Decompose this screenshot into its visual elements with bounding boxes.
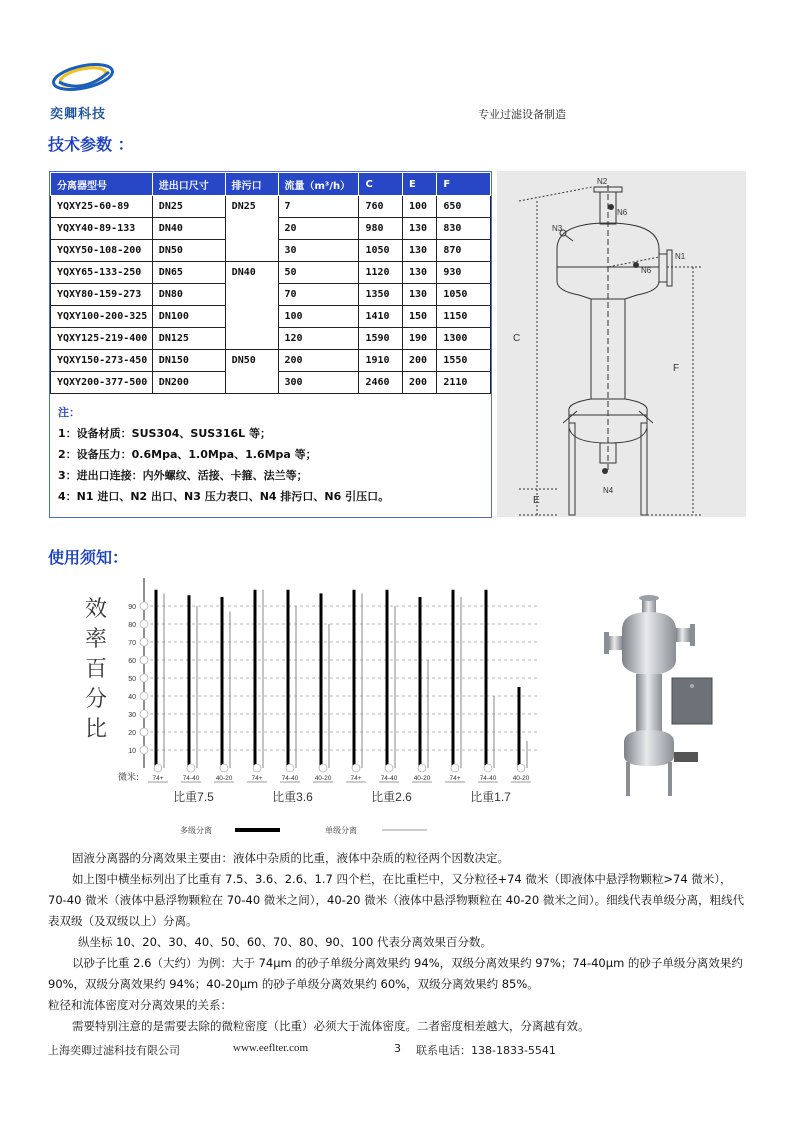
spec-cell: 2110 <box>437 372 491 394</box>
footer-page-number: 3 <box>394 1042 401 1055</box>
spec-cell: 200 <box>278 350 359 372</box>
spec-cell: YQXY200-377-500 <box>51 372 153 394</box>
x-category-label: 74+ <box>152 775 164 782</box>
label-n3: N3 <box>552 224 563 233</box>
spec-cell: 70 <box>278 284 359 306</box>
spec-cell: 130 <box>402 284 436 306</box>
spec-cell: YQXY65-133-250 <box>51 262 153 284</box>
spec-cell: 50 <box>278 262 359 284</box>
logo-text: 奕卿科技 <box>50 107 107 122</box>
x-category-label: 40-20 <box>512 775 530 782</box>
spec-cell <box>225 284 278 306</box>
spec-cell: 130 <box>402 262 436 284</box>
spec-cell: DN125 <box>152 328 225 350</box>
label-e: E <box>533 495 540 506</box>
spec-cell: 1150 <box>437 306 491 328</box>
y-axis-label-char: 百 <box>84 657 108 682</box>
spec-cell: 20 <box>278 218 359 240</box>
spec-cell: 980 <box>359 218 402 240</box>
spec-cell: YQXY80-159-273 <box>51 284 153 306</box>
spec-cell: 120 <box>278 328 359 350</box>
spec-cell: 1550 <box>437 350 491 372</box>
spec-cell: 200 <box>402 350 436 372</box>
base-marker <box>451 764 459 772</box>
y-tick-label: 10 <box>128 748 136 755</box>
tick-marker <box>140 728 148 736</box>
x-category-label: 74-40 <box>380 775 398 782</box>
x-category-label: 74+ <box>449 775 461 782</box>
base-marker <box>352 764 360 772</box>
spec-header-cell: 分离器型号 <box>51 173 153 196</box>
x-group-label: 比重1.7 <box>470 790 511 804</box>
spec-cell: 1050 <box>359 240 402 262</box>
spec-cell: DN40 <box>152 218 225 240</box>
spec-header-cell: 排污口 <box>225 173 278 196</box>
spec-cell <box>225 218 278 240</box>
label-n6-side: N6 <box>641 266 652 275</box>
spec-table-box <box>49 171 492 518</box>
note-item: 2：设备压力：0.6Mpa、1.0Mpa、1.6Mpa 等； <box>58 448 317 461</box>
tick-marker <box>140 638 148 646</box>
x-category-label: 40-20 <box>413 775 431 782</box>
note-item: 1：设备材质：SUS304、SUS316L 等； <box>58 427 271 440</box>
x-category-label: 40-20 <box>215 775 233 782</box>
spec-cell: DN80 <box>152 284 225 306</box>
spec-cell: DN25 <box>225 196 278 218</box>
base-marker <box>187 764 195 772</box>
y-tick-label: 60 <box>128 658 136 665</box>
base-marker <box>484 764 492 772</box>
spec-cell: DN50 <box>152 240 225 262</box>
spec-cell: 130 <box>402 218 436 240</box>
spec-header-cell: 流量（m³/h） <box>278 173 359 196</box>
spec-cell: YQXY100-200-325 <box>51 306 153 328</box>
tick-marker <box>140 692 148 700</box>
tick-marker <box>140 656 148 664</box>
footer-contact: 联系电话：138-1833-5541 <box>416 1044 556 1057</box>
y-tick-label: 40 <box>128 694 136 701</box>
spec-cell: YQXY50-108-200 <box>51 240 153 262</box>
legend-single-label: 单级分离 <box>325 826 357 835</box>
spec-cell: DN40 <box>225 262 278 284</box>
x-axis-prefix: 微米: <box>118 773 140 783</box>
spec-cell: 100 <box>402 196 436 218</box>
spec-cell: DN200 <box>152 372 225 394</box>
spec-table <box>50 172 491 394</box>
spec-cell: 7 <box>278 196 359 218</box>
spec-header-cell: C <box>359 173 402 196</box>
spec-cell: 650 <box>437 196 491 218</box>
spec-cell: 1410 <box>359 306 402 328</box>
y-tick-label: 20 <box>128 730 136 737</box>
spec-cell: 1590 <box>359 328 402 350</box>
x-category-label: 74-40 <box>479 775 497 782</box>
base-marker <box>418 764 426 772</box>
label-f: F <box>673 363 680 374</box>
y-axis-label-char: 比 <box>84 717 108 742</box>
paragraph: 纵坐标 10、20、30、40、50、60、70、80、90、100 代表分离效果百分数。 <box>78 935 492 949</box>
notes-heading: 注： <box>58 406 80 419</box>
notes <box>58 402 389 507</box>
label-c: C <box>513 333 521 344</box>
spec-cell: 200 <box>402 372 436 394</box>
spec-cell: 1350 <box>359 284 402 306</box>
x-category-label: 74+ <box>350 775 362 782</box>
y-tick-label: 90 <box>128 604 136 611</box>
spec-cell: YQXY150-273-450 <box>51 350 153 372</box>
efficiency-chart <box>80 578 560 818</box>
spec-cell <box>225 240 278 262</box>
spec-cell: 830 <box>437 218 491 240</box>
spec-cell: DN100 <box>152 306 225 328</box>
y-tick-label: 70 <box>128 640 136 647</box>
tick-marker <box>140 674 148 682</box>
base-marker <box>517 764 525 772</box>
x-category-label: 40-20 <box>314 775 332 782</box>
spec-cell: DN65 <box>152 262 225 284</box>
x-group-label: 比重7.5 <box>173 790 214 804</box>
x-group-label: 比重2.6 <box>371 790 412 804</box>
paragraph: 以砂子比重 2.6（大约）为例：大于 74μm 的砂子单级分离效果约 94%，双级分离效果约 97%；74-40μm 的砂子单级分离效果约 90%，双级分离效果约 94%；40-20μm 的砂子单级分离效果约 60%，双级分离效果约 85%。 <box>48 956 743 991</box>
table-row <box>51 240 491 262</box>
paragraph: 如上图中横坐标列出了比重有 7.5、3.6、2.6、1.7 四个栏，在比重栏中，又分粒径+74 微米（即液体中悬浮物颗粒>74 微米），70-40 微米（液体中悬浮物颗粒在 70-40 微米之间），40-20 微米（液体中悬浮物颗粒在 40-20 微米之间）。细线代表单级分离，粗线代表双级（及双级以上）分离。 <box>48 872 745 928</box>
note-item: 4：N1 进口、N2 出口、N3 压力表口、N4 排污口、N6 引压口。 <box>58 490 390 503</box>
spec-cell: YQXY40-89-133 <box>51 218 153 240</box>
table-row <box>51 372 491 394</box>
spec-cell: 190 <box>402 328 436 350</box>
y-axis-label-char: 效 <box>84 597 108 622</box>
chart-legend <box>180 824 430 838</box>
section-title-usage: 使用须知： <box>48 548 129 567</box>
footer-website: www.eeflter.com <box>233 1042 309 1054</box>
tick-marker <box>140 620 148 628</box>
spec-header-cell: E <box>402 173 436 196</box>
spec-cell: 1050 <box>437 284 491 306</box>
spec-cell <box>225 372 278 394</box>
y-tick-label: 80 <box>128 622 136 629</box>
label-n6-top: N6 <box>617 208 628 217</box>
base-marker <box>319 764 327 772</box>
table-row <box>51 196 491 218</box>
spec-cell <box>225 328 278 350</box>
footer-company: 上海奕卿过滤科技有限公司 <box>48 1044 180 1057</box>
y-axis-label-char: 率 <box>84 627 108 652</box>
label-n2: N2 <box>597 177 608 186</box>
spec-cell: YQXY25-60-89 <box>51 196 153 218</box>
tick-marker <box>140 746 148 754</box>
tagline: 专业过滤设备制造 <box>478 108 566 121</box>
spec-cell: 1300 <box>437 328 491 350</box>
separator-schematic <box>497 171 746 517</box>
spec-cell: 150 <box>402 306 436 328</box>
base-marker <box>220 764 228 772</box>
spec-cell: YQXY125-219-400 <box>51 328 153 350</box>
legend-multi-label: 多级分离 <box>180 826 212 835</box>
section-title-tech-params: 技术参数 ： <box>48 135 134 154</box>
y-tick-label: 30 <box>128 712 136 719</box>
spec-cell: DN25 <box>152 196 225 218</box>
base-marker <box>286 764 294 772</box>
x-category-label: 74+ <box>251 775 263 782</box>
spec-cell <box>225 306 278 328</box>
table-row <box>51 328 491 350</box>
table-row <box>51 284 491 306</box>
spec-cell: 30 <box>278 240 359 262</box>
spec-cell: 760 <box>359 196 402 218</box>
label-n4: N4 <box>603 486 614 495</box>
table-row <box>51 350 491 372</box>
spec-cell: 130 <box>402 240 436 262</box>
spec-cell: 870 <box>437 240 491 262</box>
tick-marker <box>140 710 148 718</box>
spec-header-cell: 进出口尺寸 <box>152 173 225 196</box>
x-category-label: 74-40 <box>281 775 299 782</box>
spec-cell: 2460 <box>359 372 402 394</box>
base-marker <box>385 764 393 772</box>
table-row <box>51 218 491 240</box>
paragraph: 固液分离器的分离效果主要由：液体中杂质的比重，液体中杂质的粒径两个因数决定。 <box>72 851 509 865</box>
x-category-label: 74-40 <box>182 775 200 782</box>
x-group-label: 比重3.6 <box>272 790 313 804</box>
label-n1: N1 <box>675 252 686 261</box>
spec-cell: 1910 <box>359 350 402 372</box>
spec-cell: 1120 <box>359 262 402 284</box>
y-axis-label-char: 分 <box>84 687 108 712</box>
paragraph: 粒径和流体密度对分离效果的关系： <box>48 998 232 1012</box>
spec-cell: DN50 <box>225 350 278 372</box>
spec-header-cell: F <box>437 173 491 196</box>
note-item: 3：进出口连接：内外螺纹、活接、卡箍、法兰等； <box>58 469 308 482</box>
table-row <box>51 262 491 284</box>
paragraph: 需要特别注意的是需要去除的微粒密度（比重）必须大于流体密度。二者密度相差越大，分离越有效。 <box>72 1019 590 1033</box>
base-marker <box>154 764 162 772</box>
spec-cell: DN150 <box>152 350 225 372</box>
spec-cell: 300 <box>278 372 359 394</box>
y-tick-label: 50 <box>128 676 136 683</box>
base-marker <box>253 764 261 772</box>
table-row <box>51 306 491 328</box>
product-photo <box>590 590 758 800</box>
spec-cell: 930 <box>437 262 491 284</box>
spec-cell: 100 <box>278 306 359 328</box>
tick-marker <box>140 602 148 610</box>
